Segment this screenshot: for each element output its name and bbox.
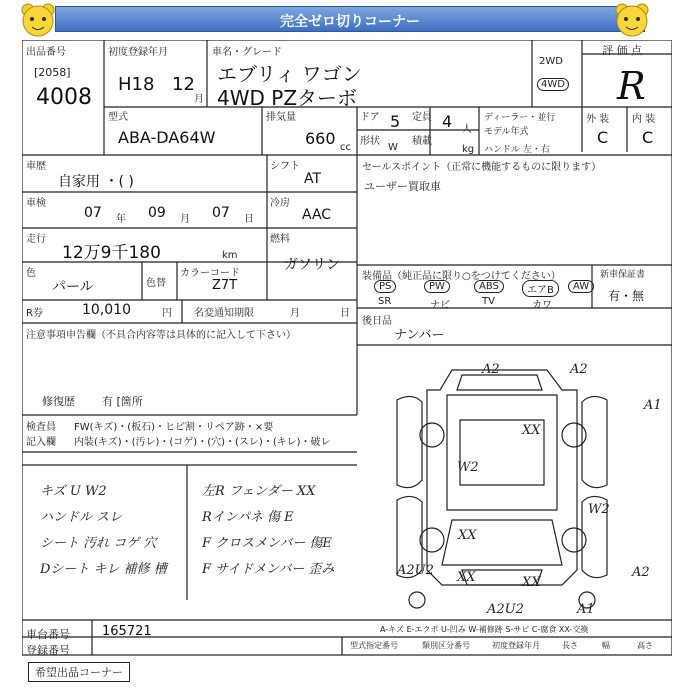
mileage-label: 走行 (26, 234, 46, 245)
reg-year: H18 (118, 74, 155, 95)
insp-month: 09 (148, 205, 166, 221)
car-name: エブリィ ワゴン (217, 62, 362, 86)
cc-unit: cc (340, 142, 351, 153)
ac-value: AAC (302, 207, 332, 223)
transfer-day: 日 (340, 308, 350, 319)
entry-label: 記入欄 (26, 437, 56, 448)
legend: A-キズ E-エクボ U-凹み W-補修跡 S-サビ C-腐食 XX-交換 (380, 625, 589, 634)
damage-mark: A1 (644, 398, 662, 413)
lot-small: [2058] (34, 66, 71, 79)
capacity-value: 4 (442, 112, 453, 131)
capacity-label: 定員 (412, 112, 432, 123)
fuel-label: 燃料 (270, 234, 290, 245)
footer-label: 希望出品コーナー (28, 662, 130, 682)
hand-note: ハンドル スレ (40, 510, 123, 525)
bear-mascot-icon (18, 2, 58, 38)
name-label: 車名・グレード (212, 47, 282, 58)
shape-value: W (388, 142, 398, 153)
color-code-label: カラーコード (180, 268, 240, 279)
insp-day: 07 (212, 205, 230, 221)
insp-month-unit: 月 (180, 214, 190, 225)
history-label: 車歴 (26, 161, 46, 172)
equip-sr: SR (378, 296, 392, 307)
first-reg-label: 初度登録年月 (108, 47, 168, 58)
equip-tv: TV (482, 296, 495, 307)
equip-pw: PW (424, 280, 450, 293)
damage-mark: A2 (632, 565, 650, 580)
mileage-value: 12万9千180 (62, 243, 161, 263)
load-label: 積載 (412, 136, 432, 147)
dealer-label: ディーラー・並行 (484, 113, 556, 123)
cc-label: 排気量 (266, 112, 296, 123)
check-row1: FW(キズ)・(板石)・ヒビ割・リペア跡・×要 (74, 422, 274, 433)
mileage-unit: km (222, 250, 238, 261)
ac-label: 冷房 (270, 198, 290, 209)
drive-2wd: 2WD (539, 56, 563, 67)
reg-label: 登録番号 (26, 644, 70, 657)
insp-year-unit: 年 (116, 214, 126, 225)
equip-navi: ナビ (430, 300, 450, 311)
color-label: 色 (26, 268, 36, 279)
load-unit: kg (462, 144, 475, 155)
title-bar (55, 6, 645, 32)
eval-score: R (617, 64, 646, 108)
model-value: ABA-DA64W (118, 128, 216, 147)
int-label: 内 装 (632, 114, 656, 125)
auction-sheet (22, 40, 672, 700)
points-value: ユーザー買取車 (364, 180, 441, 193)
equip-label: 装備品（純正品に限り○をつけてください） (362, 271, 561, 282)
model-label: 型式 (108, 112, 128, 123)
bear-mascot-icon (612, 2, 652, 38)
int-grade: C (642, 128, 654, 147)
fuel-value: ガソリン (284, 257, 340, 273)
chassis-value: 165721 (102, 624, 152, 639)
car-grade: 4WD PZターボ (217, 86, 358, 110)
form-small-1: 型式指定番号 (350, 641, 398, 650)
hand-note: 左R フェンダー XX (202, 484, 316, 499)
form-small-6: 高さ (637, 641, 653, 650)
damage-mark: A2U2 (487, 602, 524, 617)
inspection-label: 車検 (26, 198, 46, 209)
recycle-unit: 円 (162, 308, 172, 319)
damage-mark: XX (458, 528, 477, 543)
insp-day-unit: 日 (244, 214, 254, 225)
notes-label: 注意事項申告欄（不具合内容等は具体的に記入して下さい） (26, 330, 296, 341)
recycle-label: R券 (26, 308, 43, 319)
damage-mark: XX (457, 570, 476, 585)
recycle-value: 10,010 (82, 302, 131, 318)
header (0, 0, 700, 44)
equip-aw: AW (568, 280, 594, 293)
damage-mark: A2U2 (397, 563, 434, 578)
ext-grade: C (597, 128, 609, 147)
form-small-2: 類別区分番号 (422, 641, 470, 650)
transfer-label: 名変通知期限 (194, 308, 254, 319)
later-value: ナンバー (394, 328, 445, 343)
capacity-unit: 人 (462, 124, 472, 135)
damage-mark: A2 (482, 362, 500, 377)
hand-note: Dシート キレ 補修 槽 (40, 562, 167, 577)
form-small-3: 初度登録年月 (492, 641, 540, 650)
hand-note: キズ U W2 (40, 484, 107, 499)
month-unit: 月 (194, 94, 204, 105)
shape-label: 形状 (360, 136, 380, 147)
equip-ps: PS (374, 280, 396, 293)
transfer-month: 月 (290, 308, 300, 319)
lot-label: 出品番号 (26, 47, 66, 58)
later-label: 後日品 (362, 316, 392, 327)
damage-mark: XX (522, 423, 541, 438)
reg-month: 12 (172, 74, 195, 95)
form-small-5: 幅 (602, 641, 610, 650)
doors-label: ドア (360, 112, 380, 123)
shift-label: シフト (270, 161, 300, 172)
repair-label: 修復歴 (42, 395, 75, 408)
color-value: パール (52, 279, 94, 295)
drive-4wd: 4WD (537, 78, 569, 91)
doors-value: 5 (390, 112, 401, 131)
damage-mark: W2 (588, 502, 610, 517)
color-code-value: Z7T (212, 278, 238, 293)
damage-mark: XX (522, 575, 541, 590)
hand-note: F サイドメンバー 歪み (202, 562, 335, 577)
page-title: 完全ゼロ切りコーナー (280, 14, 420, 30)
shift-value: AT (304, 171, 322, 187)
damage-mark: W2 (457, 460, 479, 475)
color-num-label: 色替 (146, 278, 166, 289)
equip-abs: ABS (474, 280, 504, 293)
hand-note: Rインパネ 傷 E (202, 510, 294, 525)
warranty-value: 有・無 (608, 289, 645, 303)
hand-note: F クロスメンバー 傷E (202, 536, 332, 551)
equip-leather: カワ (532, 300, 552, 311)
new-warranty-label: 新車保証書 (600, 270, 646, 280)
points-label: セールスポイント（正常に機能するものに限ります） (362, 162, 602, 173)
inspector-label: 検査員 (26, 422, 56, 433)
insp-year: 07 (84, 205, 102, 221)
model-year-label: モデル年式 (484, 127, 529, 137)
cc-value: 660 (305, 129, 336, 148)
ext-label: 外 装 (586, 114, 610, 125)
damage-mark: A1 (577, 602, 595, 617)
history-value: 自家用 ・( ) (58, 174, 134, 190)
eval-label: 評 価 点 (602, 44, 642, 57)
repair-value: 有 [箇所 (102, 395, 143, 408)
hand-note: シート 汚れ コゲ 穴 (40, 536, 157, 551)
damage-mark: A2 (570, 362, 588, 377)
handle-label: ハンドル 左・右 (484, 145, 550, 155)
equip-airbag: エアB (522, 280, 559, 297)
form-small-4: 長さ (562, 641, 578, 650)
check-row2: 内装(キズ)・(汚レ)・(コゲ)・(穴)・(スレ)・(キレ)・破レ (74, 437, 331, 448)
lot-number: 4008 (36, 85, 92, 110)
chassis-label: 車台番号 (26, 628, 70, 641)
